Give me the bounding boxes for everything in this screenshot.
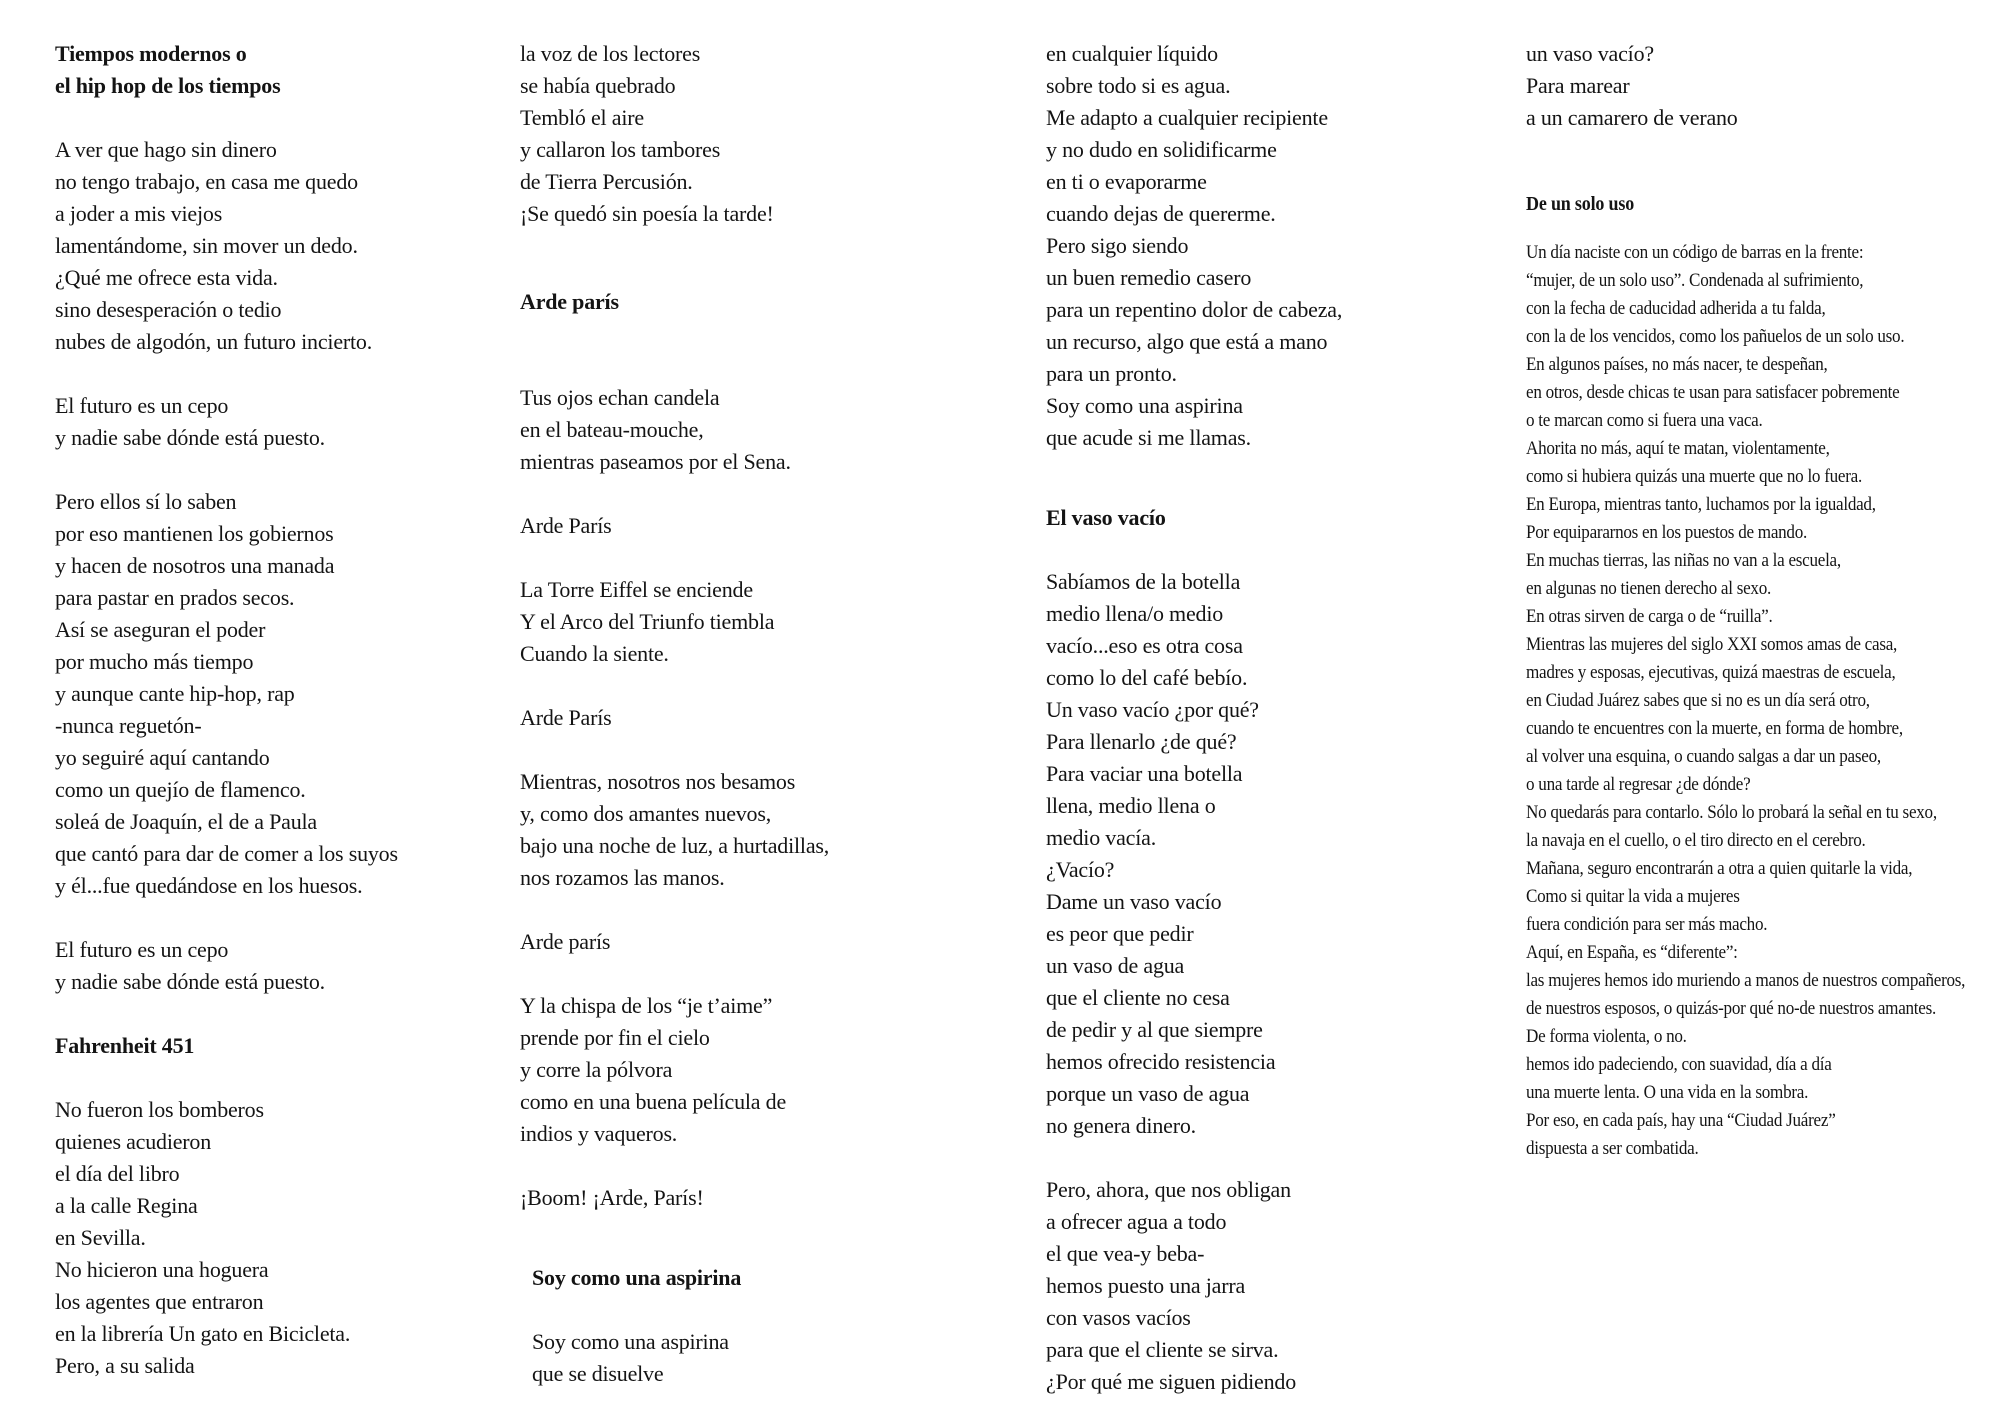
poem-line: un vaso vacío?: [1526, 41, 1654, 66]
poem-line: en ti o evaporarme: [1046, 169, 1207, 194]
poem-line: o te marcan como si fuera una vaca.: [1526, 410, 1763, 431]
poem-stanza: [55, 134, 510, 358]
poem-line: por eso mantienen los gobiernos: [55, 521, 334, 546]
poem-line: en Ciudad Juárez sabes que si no es un día será otro,: [1526, 690, 1870, 711]
poem-line: y corre la pólvora: [520, 1057, 673, 1082]
poem-column-3: [1046, 38, 1511, 1398]
poem-line: medio vacía.: [1046, 825, 1156, 850]
poem-line: no genera dinero.: [1046, 1113, 1196, 1138]
poem-stanza: [55, 1094, 510, 1382]
poem-line: para un repentino dolor de cabeza,: [1046, 297, 1343, 322]
poem-line: bajo una noche de luz, a hurtadillas,: [520, 833, 830, 858]
poem-line: soleá de Joaquín, el de a Paula: [55, 809, 317, 834]
poem-line: o una tarde al regresar ¿de dónde?: [1526, 774, 1751, 795]
poem-stanza: [520, 926, 1000, 958]
poem-line: Pero sigo siendo: [1046, 233, 1189, 258]
poem-line: “mujer, de un solo uso”. Condenada al sufrimiento,: [1526, 270, 1864, 291]
poem-line: en algunas no tienen derecho al sexo.: [1526, 578, 1771, 599]
poem-line: Así se aseguran el poder: [55, 617, 266, 642]
poem-title: [55, 1030, 510, 1062]
poem-line: Mañana, seguro encontrarán a otra a quien quitarle la vida,: [1526, 858, 1913, 879]
poem-line: Y el Arco del Triunfo tiembla: [520, 609, 775, 634]
poem-title-line: el hip hop de los tiempos: [55, 73, 281, 98]
poem-line: que acude si me llamas.: [1046, 425, 1251, 450]
poem-line: y callaron los tambores: [520, 137, 721, 162]
poem-line: como lo del café bebío.: [1046, 665, 1248, 690]
poem-line: como si hubiera quizás una muerte que no lo fuera.: [1526, 466, 1862, 487]
poem-line: mientras paseamos por el Sena.: [520, 449, 791, 474]
poem-line: Arde París: [520, 705, 612, 730]
poem-line: de Tierra Percusión.: [520, 169, 693, 194]
poem-line: Soy como una aspirina: [532, 1329, 729, 1354]
poem-title: [1526, 190, 1953, 218]
poem-line: que cantó para dar de comer a los suyos: [55, 841, 398, 866]
poem-line: llena, medio llena o: [1046, 793, 1216, 818]
poem-title-line: Tiempos modernos o: [55, 41, 247, 66]
poem-line: para pastar en prados secos.: [55, 585, 295, 610]
poem-line: en la librería Un gato en Bicicleta.: [55, 1321, 351, 1346]
poem-column-1: [55, 38, 510, 1382]
poem-stanza: [55, 390, 510, 454]
poem-line: yo seguiré aquí cantando: [55, 745, 270, 770]
poem-stanza: [1526, 239, 1966, 1163]
poem-line: de pedir y al que siempre: [1046, 1017, 1263, 1042]
poem-stanza: [520, 382, 1000, 478]
poem-line: Para vaciar una botella: [1046, 761, 1243, 786]
poem-line: como en una buena película de: [520, 1089, 787, 1114]
poem-line: y él...fue quedándose en los huesos.: [55, 873, 363, 898]
poem-line: cuando te encuentres con la muerte, en forma de hombre,: [1526, 718, 1903, 739]
poem-line: con la fecha de caducidad adherida a tu falda,: [1526, 298, 1826, 319]
poem-line: ¿Vacío?: [1046, 857, 1115, 882]
poem-line: y aunque cante hip-hop, rap: [55, 681, 295, 706]
poem-line: Me adapto a cualquier recipiente: [1046, 105, 1328, 130]
poem-line: Tembló el aire: [520, 105, 644, 130]
poem-stanza: [1046, 38, 1511, 454]
poem-line: ¿Qué me ofrece esta vida.: [55, 265, 278, 290]
poem-stanza: [520, 574, 1000, 670]
poem-stanza: [520, 1326, 1000, 1390]
poem-stanza: [1526, 38, 2000, 134]
poem-line: medio llena/o medio: [1046, 601, 1224, 626]
poem-line: ¡Se quedó sin poesía la tarde!: [520, 201, 774, 226]
poem-line: a joder a mis viejos: [55, 201, 223, 226]
poem-line: fuera condición para ser más macho.: [1526, 914, 1768, 935]
poem-line: nos rozamos las manos.: [520, 865, 725, 890]
poem-stanza: [520, 1182, 1000, 1214]
poem-line: dispuesta a ser combatida.: [1526, 1138, 1699, 1159]
poem-line: Dame un vaso vacío: [1046, 889, 1222, 914]
poem-line: Arde París: [520, 513, 612, 538]
poem-line: la voz de los lectores: [520, 41, 701, 66]
poem-line: De forma violenta, o no.: [1526, 1026, 1687, 1047]
poem-line: Pero ellos sí lo saben: [55, 489, 237, 514]
poem-title: [55, 38, 510, 102]
poem-line: Para llenarlo ¿de qué?: [1046, 729, 1237, 754]
poem-line: En otras sirven de carga o de “ruilla”.: [1526, 606, 1773, 627]
poem-line: y nadie sabe dónde está puesto.: [55, 969, 325, 994]
poem-stanza: [55, 486, 510, 902]
poem-line: cuando dejas de quererme.: [1046, 201, 1276, 226]
poem-stanza: [520, 766, 1000, 894]
poem-title: [1046, 502, 1511, 534]
poem-line: el que vea-y beba-: [1046, 1241, 1205, 1266]
poem-line: a la calle Regina: [55, 1193, 198, 1218]
poem-line: en otros, desde chicas te usan para satisfacer pobremente: [1526, 382, 1900, 403]
poem-line: La Torre Eiffel se enciende: [520, 577, 753, 602]
poem-line: El futuro es un cepo: [55, 393, 229, 418]
poem-stanza: [520, 38, 1000, 230]
poem-stanza: [1046, 1174, 1511, 1398]
poem-line: Como si quitar la vida a mujeres: [1526, 886, 1740, 907]
poem-line: A ver que hago sin dinero: [55, 137, 277, 162]
poem-line: En muchas tierras, las niñas no van a la escuela,: [1526, 550, 1841, 571]
poem-line: No hicieron una hoguera: [55, 1257, 269, 1282]
poem-line: por mucho más tiempo: [55, 649, 254, 674]
poem-line: hemos ofrecido resistencia: [1046, 1049, 1276, 1074]
poem-line: es peor que pedir: [1046, 921, 1194, 946]
poem-line: de nuestros esposos, o quizás-por qué no-de nuestros amantes.: [1526, 998, 1936, 1019]
poem-line: en Sevilla.: [55, 1225, 146, 1250]
poem-line: Pero, ahora, que nos obligan: [1046, 1177, 1291, 1202]
poem-line: en cualquier líquido: [1046, 41, 1218, 66]
poem-line: para un pronto.: [1046, 361, 1177, 386]
poem-line: un buen remedio casero: [1046, 265, 1252, 290]
poem-line: sobre todo si es agua.: [1046, 73, 1231, 98]
poem-line: y nadie sabe dónde está puesto.: [55, 425, 325, 450]
poem-line: lamentándome, sin mover un dedo.: [55, 233, 358, 258]
poem-line: indios y vaqueros.: [520, 1121, 678, 1146]
poem-line: Por eso, en cada país, hay una “Ciudad Juárez”: [1526, 1110, 1836, 1131]
poem-line: Sabíamos de la botella: [1046, 569, 1241, 594]
poem-line: El futuro es un cepo: [55, 937, 229, 962]
poem-line: y, como dos amantes nuevos,: [520, 801, 772, 826]
poem-line: Aquí, en España, es “diferente”:: [1526, 942, 1738, 963]
poem-line: madres y esposas, ejecutivas, quizá maestras de escuela,: [1526, 662, 1896, 683]
poem-line: Arde parís: [520, 929, 611, 954]
poem-line: Ahorita no más, aquí te matan, violentamente,: [1526, 438, 1830, 459]
poem-line: para que el cliente se sirva.: [1046, 1337, 1279, 1362]
poem-line: Para marear: [1526, 73, 1630, 98]
poem-title: [520, 286, 1000, 318]
poem-line: no tengo trabajo, en casa me quedo: [55, 169, 358, 194]
poem-line: vacío...eso es otra cosa: [1046, 633, 1243, 658]
poem-column-2: [520, 38, 1000, 1390]
poem-title-line: Fahrenheit 451: [55, 1033, 195, 1058]
poem-line: que se disuelve: [532, 1361, 664, 1386]
poem-line: -nunca reguetón-: [55, 713, 202, 738]
poem-line: con la de los vencidos, como los pañuelos de un solo uso.: [1526, 326, 1905, 347]
poem-stanza: [520, 702, 1000, 734]
poem-line: nubes de algodón, un futuro incierto.: [55, 329, 373, 354]
poem-title-line: El vaso vacío: [1046, 505, 1166, 530]
poem-line: Un día naciste con un código de barras en la frente:: [1526, 242, 1864, 263]
poem-line: y no dudo en solidificarme: [1046, 137, 1277, 162]
poem-line: Un vaso vacío ¿por qué?: [1046, 697, 1259, 722]
poem-line: ¿Por qué me siguen pidiendo: [1046, 1369, 1296, 1394]
poem-line: una muerte lenta. O una vida en la sombra.: [1526, 1082, 1809, 1103]
poem-line: prende por fin el cielo: [520, 1025, 710, 1050]
poem-line: sino desesperación o tedio: [55, 297, 282, 322]
poem-stanza: [520, 990, 1000, 1150]
poem-line: ¡Boom! ¡Arde, París!: [520, 1185, 704, 1210]
poem-line: en el bateau-mouche,: [520, 417, 704, 442]
poem-line: No quedarás para contarlo. Sólo lo probará la señal en tu sexo,: [1526, 802, 1937, 823]
poem-title-line: Arde parís: [520, 289, 619, 314]
poem-line: los agentes que entraron: [55, 1289, 264, 1314]
poem-line: hemos ido padeciendo, con suavidad, día a día: [1526, 1054, 1832, 1075]
poem-line: quienes acudieron: [55, 1129, 212, 1154]
poem-line: un recurso, algo que está a mano: [1046, 329, 1328, 354]
poem-line: Soy como una aspirina: [1046, 393, 1243, 418]
poem-line: a ofrecer agua a todo: [1046, 1209, 1227, 1234]
poem-column-4: [1526, 38, 2000, 1163]
poem-line: No fueron los bomberos: [55, 1097, 264, 1122]
poem-line: Pero, a su salida: [55, 1353, 195, 1378]
poem-line: como un quejío de flamenco.: [55, 777, 306, 802]
poem-line: porque un vaso de agua: [1046, 1081, 1250, 1106]
poem-line: Y la chispa de los “je t’aime”: [520, 993, 773, 1018]
poem-title-line: Soy como una aspirina: [532, 1265, 742, 1290]
poem-stanza: [1046, 566, 1511, 1142]
poem-title-line: De un solo uso: [1526, 193, 1635, 215]
poem-line: a un camarero de verano: [1526, 105, 1738, 130]
poem-line: Mientras, nosotros nos besamos: [520, 769, 796, 794]
poem-line: se había quebrado: [520, 73, 676, 98]
poem-line: la navaja en el cuello, o el tiro directo en el cerebro.: [1526, 830, 1866, 851]
poem-line: con vasos vacíos: [1046, 1305, 1191, 1330]
poem-line: las mujeres hemos ido muriendo a manos de nuestros compañeros,: [1526, 970, 1966, 991]
poem-line: un vaso de agua: [1046, 953, 1185, 978]
poem-line: al volver una esquina, o cuando salgas a dar un paseo,: [1526, 746, 1881, 767]
poem-line: el día del libro: [55, 1161, 180, 1186]
poem-line: y hacen de nosotros una manada: [55, 553, 335, 578]
poem-stanza: [520, 510, 1000, 542]
poem-line: En Europa, mientras tanto, luchamos por la igualdad,: [1526, 494, 1876, 515]
poem-line: que el cliente no cesa: [1046, 985, 1230, 1010]
poem-title: [520, 1262, 1000, 1294]
poem-line: Cuando la siente.: [520, 641, 669, 666]
poem-line: En algunos países, no más nacer, te despeñan,: [1526, 354, 1828, 375]
poem-line: Mientras las mujeres del siglo XXI somos amas de casa,: [1526, 634, 1898, 655]
poem-stanza: [55, 934, 510, 998]
poem-line: Tus ojos echan candela: [520, 385, 720, 410]
poem-line: hemos puesto una jarra: [1046, 1273, 1246, 1298]
poem-line: Por equipararnos en los puestos de mando.: [1526, 522, 1808, 543]
